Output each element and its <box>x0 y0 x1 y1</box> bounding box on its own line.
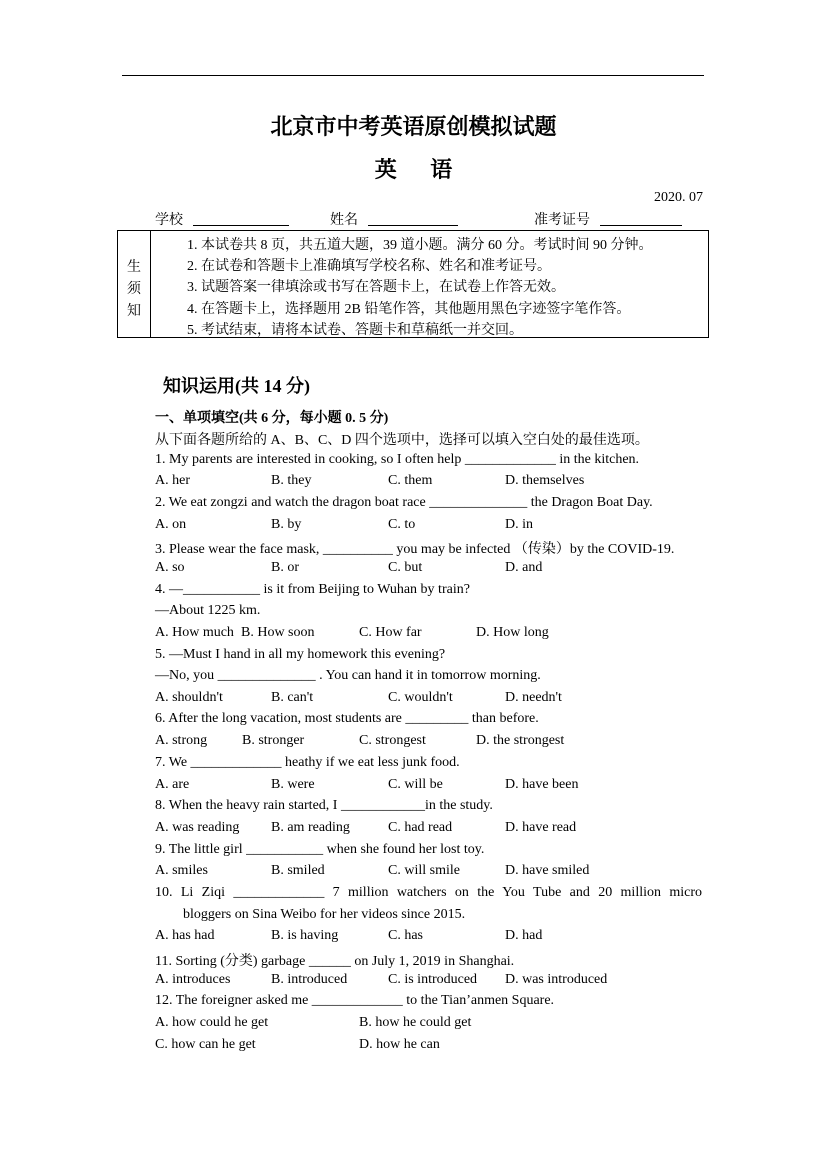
q7-option-d[interactable]: D. have been <box>505 777 579 792</box>
school-field: 学校 <box>155 212 289 229</box>
instruction: 从下面各题所给的 A、B、C、D 四个选项中，选择可以填入空白处的最佳选项。 <box>155 433 649 448</box>
q5-option-d[interactable]: D. needn't <box>505 690 562 705</box>
q4-option-b[interactable]: B. How soon <box>241 625 315 640</box>
q2-option-c[interactable]: C. to <box>388 517 416 532</box>
q1-option-c[interactable]: C. them <box>388 473 433 488</box>
exam-subject: 英 语 <box>374 157 467 182</box>
q12-option-c[interactable]: C. how can he get <box>155 1037 256 1052</box>
q5-option-a[interactable]: A. shouldn't <box>155 690 223 705</box>
question-12: 12. The foreigner asked me _____________ to the Tian’anmen Square. <box>155 993 555 1008</box>
q1-option-d[interactable]: D. themselves <box>505 473 585 488</box>
q2-option-d[interactable]: D. in <box>505 517 533 532</box>
q10-option-a[interactable]: A. has had <box>155 928 215 943</box>
question-5-reply: —No, you ______________ . You can hand it in tomorrow morning. <box>155 668 541 683</box>
q3-option-a[interactable]: A. so <box>155 560 185 575</box>
q1-option-b[interactable]: B. they <box>271 473 312 488</box>
school-blank[interactable] <box>193 212 289 226</box>
q12-option-b[interactable]: B. how he could get <box>359 1015 472 1030</box>
q9-option-c[interactable]: C. will smile <box>388 863 460 878</box>
top-rule <box>122 75 704 76</box>
q9-option-b[interactable]: B. smiled <box>271 863 325 878</box>
q3-option-c[interactable]: C. but <box>388 560 423 575</box>
q9-option-a[interactable]: A. smiles <box>155 863 208 878</box>
q8-option-d[interactable]: D. have read <box>505 820 577 835</box>
q11-option-c[interactable]: C. is introduced <box>388 972 478 987</box>
q3-option-d[interactable]: D. and <box>505 560 543 575</box>
q11-option-a[interactable]: A. introduces <box>155 972 231 987</box>
notice-side-label: 生 须 知 <box>118 231 151 337</box>
q11-option-d[interactable]: D. was introduced <box>505 972 608 987</box>
notice-item: 1. 本试卷共 8 页，共五道大题，39 道小题。满分 60 分。考试时间 90 分钟。 <box>187 238 653 253</box>
q7-option-c[interactable]: C. will be <box>388 777 443 792</box>
q8-option-a[interactable]: A. was reading <box>155 820 240 835</box>
name-blank[interactable] <box>368 212 458 226</box>
q7-option-b[interactable]: B. were <box>271 777 315 792</box>
id-blank[interactable] <box>600 212 682 226</box>
q8-option-b[interactable]: B. am reading <box>271 820 350 835</box>
q5-option-c[interactable]: C. wouldn't <box>388 690 453 705</box>
question-10-cont: bloggers on Sina Weibo for her videos since 2015. <box>183 907 466 922</box>
q4-option-a[interactable]: A. How much <box>155 625 234 640</box>
q4-option-c[interactable]: C. How far <box>359 625 422 640</box>
subsection-title: 一、单项填空(共 6 分，每小题 0. 5 分) <box>155 411 389 426</box>
question-4-reply: —About 1225 km. <box>155 603 261 618</box>
q1-option-a[interactable]: A. her <box>155 473 190 488</box>
name-field: 姓名 <box>330 212 458 229</box>
question-7: 7. We _____________ heathy if we eat less junk food. <box>155 755 460 770</box>
q8-option-c[interactable]: C. had read <box>388 820 453 835</box>
id-field: 准考证号 <box>534 212 682 229</box>
q6-option-d[interactable]: D. the strongest <box>476 733 565 748</box>
q6-option-a[interactable]: A. strong <box>155 733 208 748</box>
question-5: 5. —Must I hand in all my homework this evening? <box>155 647 446 662</box>
q10-option-c[interactable]: C. has <box>388 928 423 943</box>
q4-option-d[interactable]: D. How long <box>476 625 549 640</box>
q7-option-a[interactable]: A. are <box>155 777 190 792</box>
q5-option-b[interactable]: B. can't <box>271 690 314 705</box>
notice-item: 3. 试题答案一律填涂或书写在答题卡上，在试卷上作答无效。 <box>187 280 565 295</box>
question-9: 9. The little girl ___________ when she found her lost toy. <box>155 842 485 857</box>
notice-item: 4. 在答题卡上，选择题用 2B 铅笔作答，其他题用黑色字迹签字笔作答。 <box>187 302 631 317</box>
q10-option-d[interactable]: D. had <box>505 928 543 943</box>
q6-option-b[interactable]: B. stronger <box>242 733 305 748</box>
question-4: 4. —___________ is it from Beijing to Wuhan by train? <box>155 582 470 597</box>
question-8: 8. When the heavy rain started, I ____________in the study. <box>155 798 493 813</box>
exam-title: 北京市中考英语原创模拟试题 <box>270 114 557 139</box>
question-6: 6. After the long vacation, most students are _________ than before. <box>155 711 539 726</box>
question-10: 10. Li Ziqi _____________ 7 million watchers on the You Tube and 20 million micro <box>155 885 702 900</box>
q11-option-b[interactable]: B. introduced <box>271 972 348 987</box>
notice-item: 5. 考试结束，请将本试卷、答题卡和草稿纸一并交回。 <box>187 323 523 338</box>
q12-option-a[interactable]: A. how could he get <box>155 1015 269 1030</box>
q6-option-c[interactable]: C. strongest <box>359 733 426 748</box>
q12-option-d[interactable]: D. how he can <box>359 1037 440 1052</box>
q3-option-b[interactable]: B. or <box>271 560 299 575</box>
q10-option-b[interactable]: B. is having <box>271 928 339 943</box>
q2-option-b[interactable]: B. by <box>271 517 302 532</box>
question-1: 1. My parents are interested in cooking, so I often help _____________ in the kitchen. <box>155 452 640 467</box>
notice-box <box>117 230 709 338</box>
question-11: 11. Sorting (分类) garbage ______ on July 1, 2019 in Shanghai. <box>155 954 515 969</box>
notice-item: 2. 在试卷和答题卡上准确填写学校名称、姓名和准考证号。 <box>187 259 551 274</box>
exam-date: 2020. 07 <box>654 190 703 205</box>
q9-option-d[interactable]: D. have smiled <box>505 863 590 878</box>
question-3: 3. Please wear the face mask, __________ you may be infected （传染）by the COVID-19. <box>155 542 675 557</box>
q2-option-a[interactable]: A. on <box>155 517 187 532</box>
section-title: 知识运用(共 14 分) <box>163 376 310 396</box>
question-2: 2. We eat zongzi and watch the dragon boat race ______________ the Dragon Boat Day. <box>155 495 653 510</box>
